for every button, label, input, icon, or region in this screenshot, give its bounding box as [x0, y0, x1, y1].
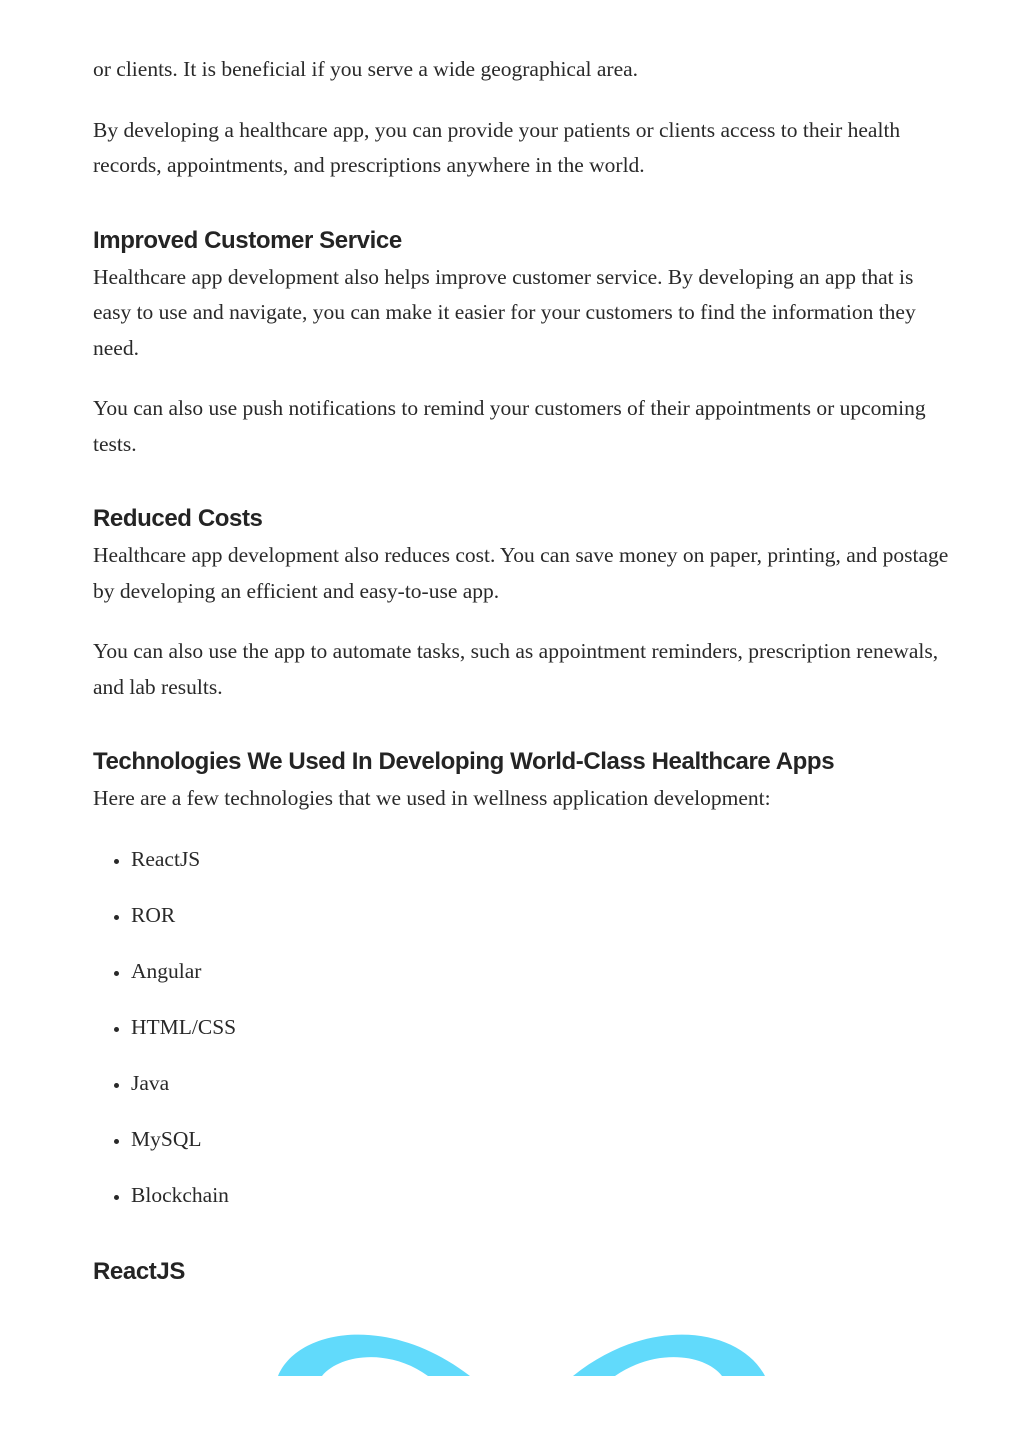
list-item: • Java — [131, 1066, 949, 1102]
list-item: • ROR — [131, 898, 949, 934]
technologies-list — [93, 842, 949, 1214]
paragraph: Here are a few technologies that we used in wellness application development: — [93, 786, 771, 810]
list-item: • ReactJS — [131, 842, 949, 878]
paragraph: By developing a healthcare app, you can provide your patients or clients access to their health records, appointments, and prescriptions anywhere in the world. — [93, 117, 901, 177]
list-item: • Blockchain — [131, 1178, 949, 1214]
react-logo-icon — [270, 1326, 770, 1376]
heading-reactjs: ReactJS — [93, 1258, 185, 1285]
heading-improved-customer-service: Improved Customer Service — [93, 226, 402, 254]
react-logo-image — [270, 1326, 770, 1376]
paragraph: Healthcare app development also reduces cost. You can save money on paper, printing, and postage by developing an efficient and easy-to-use app. — [93, 543, 949, 603]
paragraph: You can also use push notifications to remind your customers of their appointments or upcoming tests. — [93, 396, 926, 456]
article-body — [93, 52, 949, 1291]
react-logo-left-arc — [278, 1335, 470, 1376]
list-item: • MySQL — [131, 1122, 949, 1158]
list-item: • HTML/CSS — [131, 1010, 949, 1046]
heading-technologies: Technologies We Used In Developing World-Class Healthcare Apps — [93, 748, 835, 775]
paragraph: or clients. It is beneficial if you serve a wide geographical area. — [93, 57, 639, 81]
paragraph: Healthcare app development also helps improve customer service. By developing an app that is easy to use and navigate, you can make it easier for your customers to find the information they need. — [93, 264, 916, 360]
list-item: • Angular — [131, 954, 949, 990]
react-logo-right-arc — [573, 1335, 765, 1376]
heading-reduced-costs: Reduced Costs — [93, 505, 263, 532]
paragraph: You can also use the app to automate tasks, such as appointment reminders, prescription renewals, and lab results. — [93, 639, 939, 699]
